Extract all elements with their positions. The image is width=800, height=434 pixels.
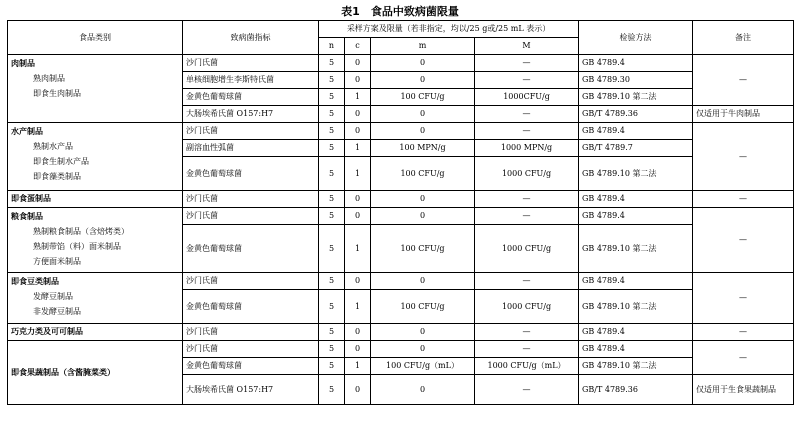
pathogen-cell: 单核细胞增生李斯特氏菌	[183, 72, 319, 89]
method-cell: GB/T 4789.36	[579, 375, 693, 405]
M-cell: —	[475, 106, 579, 123]
M-cell: 1000 CFU/g（mL）	[475, 358, 579, 375]
m-cell: 0	[371, 341, 475, 358]
n-cell: 5	[319, 341, 345, 358]
header-test-method: 检验方法	[579, 21, 693, 55]
m-cell: 0	[371, 273, 475, 290]
M-cell: —	[475, 273, 579, 290]
food-subcategory-label: 发酵豆制品	[33, 292, 73, 301]
food-subcategory-label: 即食生制水产品	[33, 157, 89, 166]
header-n: n	[319, 38, 345, 55]
c-cell: 0	[345, 324, 371, 341]
n-cell: 5	[319, 375, 345, 405]
method-cell: GB 4789.4	[579, 191, 693, 208]
header-m: m	[371, 38, 475, 55]
c-cell: 1	[345, 358, 371, 375]
food-category-label: 粮食制品	[11, 212, 43, 221]
food-category-cell	[8, 324, 183, 341]
n-cell: 5	[319, 290, 345, 324]
M-cell: —	[475, 375, 579, 405]
M-cell: 1000CFU/g	[475, 89, 579, 106]
n-cell: 5	[319, 106, 345, 123]
table-row	[8, 55, 794, 72]
food-subcategory-label: 方便面米制品	[33, 257, 81, 266]
header-sampling-plan: 采样方案及限量（若非指定，均以/25 g或/25 mL 表示）	[319, 21, 579, 38]
header-remark: 备注	[693, 21, 794, 55]
c-cell: 0	[345, 208, 371, 225]
M-cell: 1000 CFU/g	[475, 225, 579, 273]
M-cell: 1000 CFU/g	[475, 290, 579, 324]
remark-cell: —	[693, 341, 794, 375]
remark-cell: —	[693, 208, 794, 273]
method-cell: GB/T 4789.36	[579, 106, 693, 123]
remark-cell: —	[693, 123, 794, 191]
m-cell: 0	[371, 55, 475, 72]
remark-cell: —	[693, 55, 794, 106]
m-cell: 100 CFU/g	[371, 157, 475, 191]
food-category-label: 巧克力类及可可制品	[11, 327, 83, 336]
c-cell: 0	[345, 191, 371, 208]
pathogen-cell: 金黄色葡萄球菌	[183, 89, 319, 106]
table-row	[8, 273, 794, 290]
pathogen-cell: 金黄色葡萄球菌	[183, 290, 319, 324]
method-cell: GB 4789.10 第二法	[579, 358, 693, 375]
n-cell: 5	[319, 89, 345, 106]
n-cell: 5	[319, 225, 345, 273]
food-category-cell	[8, 341, 183, 405]
method-cell: GB 4789.10 第二法	[579, 290, 693, 324]
pathogen-cell: 大肠埃希氏菌 O157:H7	[183, 106, 319, 123]
c-cell: 1	[345, 290, 371, 324]
c-cell: 1	[345, 140, 371, 157]
M-cell: —	[475, 324, 579, 341]
method-cell: GB 4789.4	[579, 123, 693, 140]
table-row	[8, 123, 794, 140]
method-cell: GB 4789.10 第二法	[579, 89, 693, 106]
pathogen-cell: 沙门氏菌	[183, 208, 319, 225]
method-cell: GB 4789.4	[579, 341, 693, 358]
food-subcategory-label: 即食藻类制品	[33, 172, 81, 181]
pathogen-limits-table	[7, 20, 794, 405]
food-category-cell	[8, 191, 183, 208]
M-cell: —	[475, 55, 579, 72]
table-row	[8, 341, 794, 358]
m-cell: 0	[371, 106, 475, 123]
method-cell: GB 4789.4	[579, 55, 693, 72]
n-cell: 5	[319, 140, 345, 157]
n-cell: 5	[319, 72, 345, 89]
m-cell: 100 CFU/g	[371, 290, 475, 324]
m-cell: 0	[371, 324, 475, 341]
method-cell: GB 4789.30	[579, 72, 693, 89]
method-cell: GB/T 4789.7	[579, 140, 693, 157]
c-cell: 0	[345, 106, 371, 123]
remark-cell: —	[693, 324, 794, 341]
M-cell: —	[475, 191, 579, 208]
food-category-cell	[8, 123, 183, 191]
table-row	[8, 208, 794, 225]
table-body	[8, 55, 794, 405]
n-cell: 5	[319, 273, 345, 290]
remark-cell: 仅适用于牛肉制品	[693, 106, 794, 123]
M-cell: 1000 MPN/g	[475, 140, 579, 157]
c-cell: 0	[345, 375, 371, 405]
remark-cell: —	[693, 191, 794, 208]
food-category-label: 水产制品	[11, 127, 43, 136]
M-cell: —	[475, 208, 579, 225]
pathogen-cell: 金黄色葡萄球菌	[183, 157, 319, 191]
food-category-cell	[8, 273, 183, 324]
table-row	[8, 324, 794, 341]
pathogen-cell: 大肠埃希氏菌 O157:H7	[183, 375, 319, 405]
m-cell: 0	[371, 375, 475, 405]
table-title: 表1 食品中致病菌限量	[341, 5, 459, 18]
M-cell: —	[475, 341, 579, 358]
method-cell: GB 4789.10 第二法	[579, 225, 693, 273]
method-cell: GB 4789.4	[579, 208, 693, 225]
pathogen-cell: 沙门氏菌	[183, 55, 319, 72]
header-pathogen: 致病菌指标	[183, 21, 319, 55]
n-cell: 5	[319, 55, 345, 72]
n-cell: 5	[319, 157, 345, 191]
c-cell: 0	[345, 273, 371, 290]
food-category-cell	[8, 55, 183, 123]
n-cell: 5	[319, 324, 345, 341]
n-cell: 5	[319, 191, 345, 208]
table-row	[8, 191, 794, 208]
m-cell: 0	[371, 72, 475, 89]
method-cell: GB 4789.10 第二法	[579, 157, 693, 191]
food-subcategory-label: 熟制水产品	[33, 142, 73, 151]
pathogen-cell: 沙门氏菌	[183, 341, 319, 358]
c-cell: 0	[345, 123, 371, 140]
m-cell: 100 CFU/g（mL）	[371, 358, 475, 375]
food-category-label: 即食豆类制品	[11, 277, 59, 286]
c-cell: 0	[345, 72, 371, 89]
food-subcategory-label: 熟制带馅（料）面米制品	[33, 242, 121, 251]
header-M: M	[475, 38, 579, 55]
food-category-label: 即食蛋制品	[11, 194, 51, 203]
pathogen-cell: 金黄色葡萄球菌	[183, 358, 319, 375]
c-cell: 1	[345, 89, 371, 106]
M-cell: —	[475, 123, 579, 140]
pathogen-cell: 沙门氏菌	[183, 273, 319, 290]
header-c: c	[345, 38, 371, 55]
remark-cell: —	[693, 273, 794, 324]
food-category-label: 即食果蔬制品（含酱腌菜类）	[11, 367, 115, 377]
M-cell: —	[475, 72, 579, 89]
pathogen-cell: 沙门氏菌	[183, 191, 319, 208]
method-cell: GB 4789.4	[579, 273, 693, 290]
food-category-cell	[8, 208, 183, 273]
n-cell: 5	[319, 358, 345, 375]
food-category-label: 肉制品	[11, 59, 35, 68]
c-cell: 0	[345, 341, 371, 358]
c-cell: 1	[345, 225, 371, 273]
method-cell: GB 4789.4	[579, 324, 693, 341]
m-cell: 100 CFU/g	[371, 225, 475, 273]
M-cell: 1000 CFU/g	[475, 157, 579, 191]
food-subcategory-label: 非发酵豆制品	[33, 307, 81, 316]
m-cell: 100 MPN/g	[371, 140, 475, 157]
pathogen-cell: 沙门氏菌	[183, 324, 319, 341]
n-cell: 5	[319, 208, 345, 225]
n-cell: 5	[319, 123, 345, 140]
pathogen-cell: 金黄色葡萄球菌	[183, 225, 319, 273]
m-cell: 0	[371, 208, 475, 225]
food-subcategory-label: 熟制粮食制品（含焙烤类）	[33, 227, 129, 236]
food-subcategory-label: 熟肉制品	[33, 74, 65, 83]
m-cell: 100 CFU/g	[371, 89, 475, 106]
m-cell: 0	[371, 123, 475, 140]
pathogen-cell: 沙门氏菌	[183, 123, 319, 140]
remark-cell: 仅适用于生食果蔬制品	[693, 375, 794, 405]
pathogen-cell: 副溶血性弧菌	[183, 140, 319, 157]
c-cell: 0	[345, 55, 371, 72]
header-food-category: 食品类别	[8, 21, 183, 55]
c-cell: 1	[345, 157, 371, 191]
food-subcategory-label: 即食生肉制品	[33, 89, 81, 98]
m-cell: 0	[371, 191, 475, 208]
